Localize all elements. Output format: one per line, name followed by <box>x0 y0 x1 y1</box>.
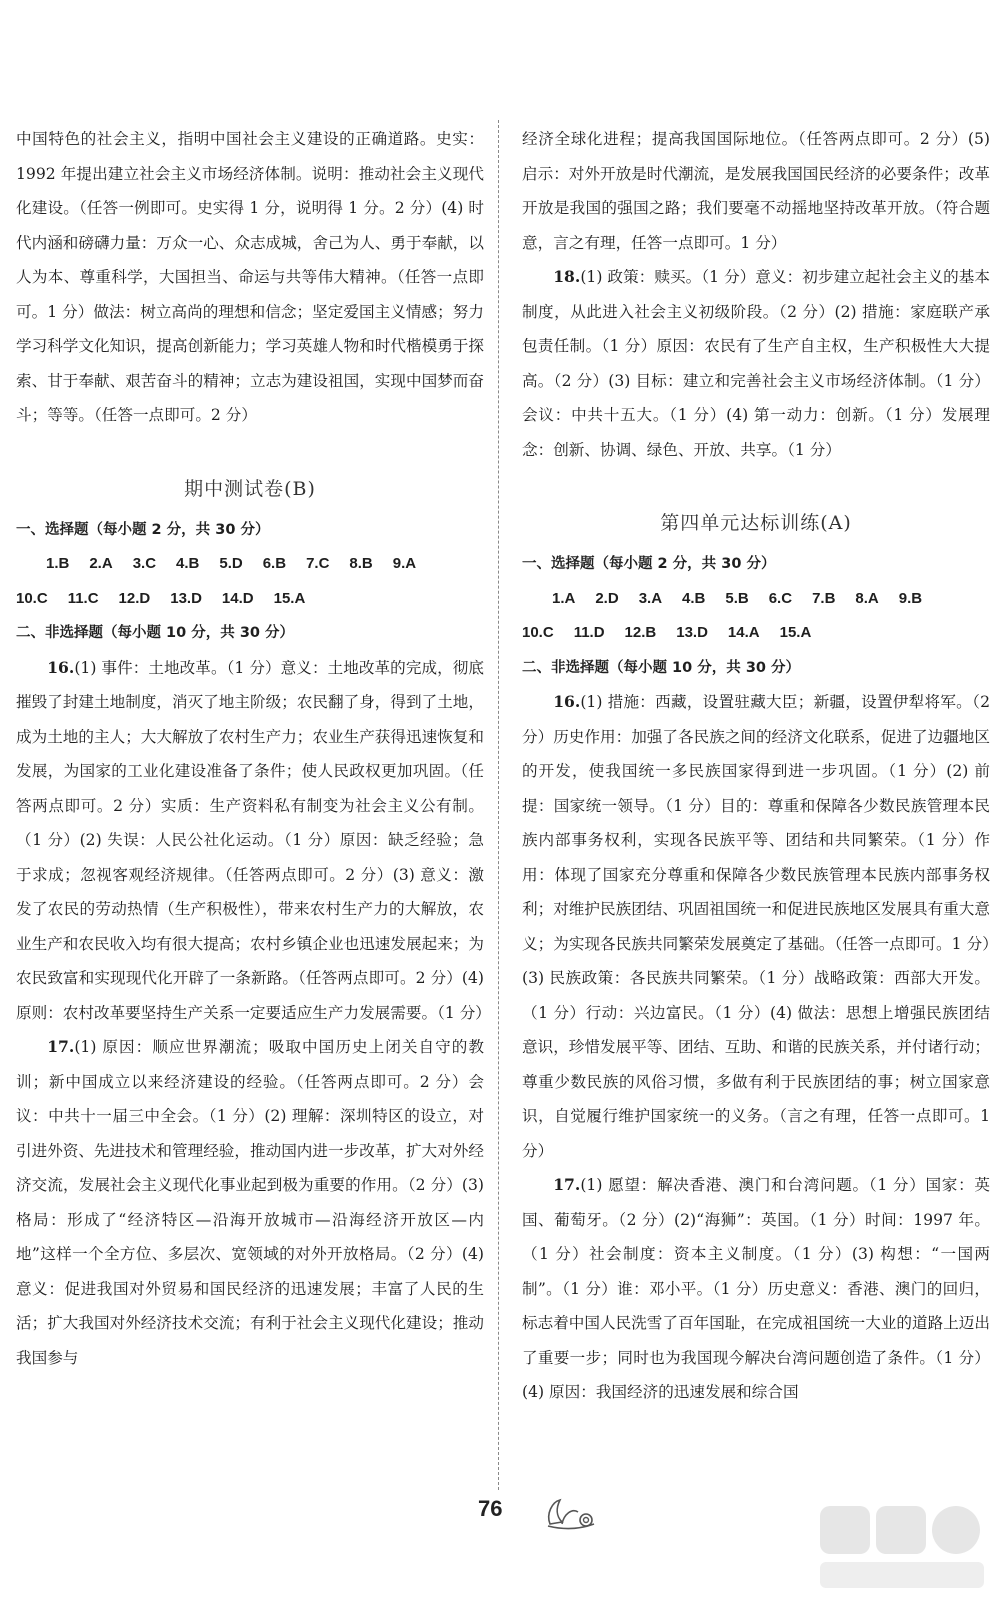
mc-answer: 11.D <box>573 624 605 641</box>
floral-ornament-icon <box>542 1494 602 1534</box>
page-number: 76 <box>478 1496 503 1521</box>
question-16-answer <box>522 685 990 1168</box>
left-column <box>16 122 491 1375</box>
section-title-unit4-a: 第四单元达标训练(A) <box>660 512 852 534</box>
mc-answer: 10.C <box>16 589 48 607</box>
section-title-midterm-b: 期中测试卷(B) <box>184 477 316 500</box>
question-17-answer <box>16 1030 484 1375</box>
question-number: 18. <box>553 267 581 286</box>
left-continuation-paragraph: 中国特色的社会主义，指明中国社会主义建设的正确道路。史实：1992 年提出建立社会主义市场经济体制。说明：推动社会主义现代化建设。（任答一例即可。史实得 1 分，说明得 1 分。2 分）(4) 时代内涵和磅礴力量：万众一心、众志成城，舍己为人、勇于奉献，以人为本、尊重科学，大国担当、命运与共等伟大精神。（任答一点即可。1 分）做法：树立高尚的理想和信念；坚定爱国主义情感；努力学习科学文化知识，提高创新能力；学习英雄人物和时代楷模勇于探索、甘于奉献、艰苦奋斗的精神；立志为建设祖国，实现中国梦而奋斗；等等。（任答一点即可。2 分） <box>16 130 484 424</box>
mc-answer: 4.B <box>682 589 706 607</box>
mc-answer: 1.A <box>552 589 576 607</box>
mc-answer: 13.D <box>170 589 202 607</box>
right-continuation-paragraph: 经济全球化进程；提高我国国际地位。（任答两点即可。2 分）(5) 启示：对外开放是时代潮流，是发展我国国民经济的必要条件；改革开放是我国的强国之路；我们要毫不动摇地坚持改革开放。（符合题意，言之有理，任答一点即可。1 分） <box>522 130 990 252</box>
mc-answer: 2.A <box>89 555 113 572</box>
non-mc-heading: 二、非选择题（每小题 10 分，共 30 分） <box>522 659 801 676</box>
mc-answer: 7.B <box>812 589 836 607</box>
mc-answer: 3.C <box>132 555 157 572</box>
mc-answer: 9.B <box>898 589 923 607</box>
mc-answer: 13.D <box>676 624 708 641</box>
mc-answers <box>16 547 484 616</box>
mc-heading: 一、选择题（每小题 2 分，共 30 分） <box>16 521 270 538</box>
mc-answer: 5.B <box>725 589 749 607</box>
mc-answer: 15.A <box>779 624 812 641</box>
mc-answer: 3.A <box>638 589 663 607</box>
mc-answer: 9.A <box>392 555 417 572</box>
mc-answer: 10.C <box>522 624 554 641</box>
question-16-answer <box>16 651 491 1031</box>
question-number: 16. <box>553 692 581 711</box>
mc-answer: 12.B <box>624 624 657 641</box>
mc-answer: 7.C <box>306 555 330 572</box>
mc-answer: 1.B <box>46 555 70 572</box>
mc-answer: 15.A <box>273 589 306 607</box>
column-divider <box>498 120 499 1490</box>
question-number: 16. <box>47 657 75 677</box>
mc-heading: 一、选择题（每小题 2 分，共 30 分） <box>522 556 776 572</box>
mc-answer: 5.D <box>219 555 243 572</box>
question-text: (1) 事件：土地改革。（1 分）意义：土地改革的完成，彻底摧毁了封建土地制度，消灭了地主阶级；农民翻了身，得到了土地，成为土地的主人；大大解放了农村生产力；农业生产获得迅速恢复和发展，为国家的工业化建设准备了条件；使人民政权更加巩固。（任答两点即可。2 分）实质：生产资料私有制变为社会主义公有制。（1 分）(2) 失误：人民公社化运动。（1 分）原因：缺乏经验；急于求成；忽视客观经济规律。（任答两点即可。2 分）(3) 意义：激发了农民的劳动热情（生产积极性），带来农村生产力的大解放，农业生产和农民收入均有很大提高；农村乡镇企业也迅速发展起来；为农民致富和实现现代化开辟了一条新路。（任答两点即可。2 分）(4) 原则：农村改革要坚持生产关系一定要适应生产力发展需要。（1 分） <box>16 658 491 1022</box>
mc-answer: 14.D <box>221 589 254 607</box>
question-text: (1) 愿望：解决香港、澳门和台湾问题。（1 分）国家：英国、葡萄牙。（2 分）(2)“海狮”：英国。（1 分）时间：1997 年。（1 分）社会制度：资本主义制度。（1 分）(3) 构想：“一国两制”。（1 分）谁：邓小平。（1 分）历史意义：香港、澳门的回归，标志着中国人民洗雪了百年国耻，在完成祖国统一大业的道路上迈出了重要一步；同时也为我国现今解决台湾问题创造了条件。（1 分）(4) 原因：我国经济的迅速发展和综合国 <box>522 1176 990 1401</box>
question-number: 17. <box>553 1175 581 1194</box>
question-18-answer <box>522 260 990 467</box>
mc-answer: 6.C <box>768 589 793 607</box>
mc-answer: 8.A <box>855 589 879 607</box>
mc-answers <box>522 582 990 651</box>
question-text: (1) 措施：西藏，设置驻藏大臣；新疆，设置伊犁将军。（2 分）历史作用：加强了各民族之间的经济文化联系，促进了边疆地区的开发，使我国统一多民族国家得到进一步巩固。（1 分）(2) 前提：国家统一领导。（1 分）目的：尊重和保障各少数民族管理本民族内部事务权利，实现各民族平等、团结和共同繁荣。（1 分）作用：体现了国家充分尊重和保障各少数民族管理本民族内部事务权利；对维护民族团结、巩固祖国统一和促进民族地区发展具有重大意义；为实现各民族共同繁荣发展奠定了基础。（任答一点即可。1 分）(3) 民族政策：各民族共同繁荣。（1 分）战略政策：西部大开发。（1 分）行动：兴边富民。（1 分）(4) 做法：思想上增强民族团结意识，珍惜发展平等、团结、互助、和谐的民族关系，并付诸行动；尊重少数民族的风俗习惯，多做有利于民族团结的事；树立国家意识，自觉履行维护国家统一的义务。（言之有理，任答一点即可。1 分） <box>522 693 990 1160</box>
mc-answer: 4.B <box>176 555 200 572</box>
mc-answer: 2.D <box>595 589 619 607</box>
question-text: (1) 原因：顺应世界潮流；吸取中国历史上闭关自守的教训；新中国成立以来经济建设的经验。（任答两点即可。2 分）会议：中共十一届三中全会。（1 分）(2) 理解：深圳特区的设立，对引进外资、先进技术和管理经验，推动国内进一步改革，扩大对外经济交流，发展社会主义现代化事业起到极为重要的作用。（2 分）(3) 格局：形成了“经济特区—沿海开放城市—沿海经济开放区—内地”这样一个全方位、多层次、宽领域的对外开放格局。（2 分）(4) 意义：促进我国对外贸易和国民经济的迅速发展；丰富了人民的生活；扩大我国对外经济技术交流；有利于社会主义现代化建设；推动我国参与 <box>16 1038 484 1367</box>
right-column <box>522 122 990 1410</box>
question-text: (1) 政策：赎买。（1 分）意义：初步建立起社会主义的基本制度，从此进入社会主义初级阶段。（2 分）(2) 措施：家庭联产承包责任制。（1 分）原因：农民有了生产自主权，生产积极性大大提高。（2 分）(3) 目标：建立和完善社会主义市场经济体制。（1 分）会议：中共十五大。（1 分）(4) 第一动力：创新。（1 分）发展理念：创新、协调、绿色、开放、共享。（1 分） <box>522 268 990 459</box>
mc-answer: 8.B <box>349 555 373 572</box>
mc-answer: 14.A <box>727 624 760 641</box>
question-number: 17. <box>47 1037 75 1056</box>
mc-answer: 12.D <box>118 589 151 607</box>
non-mc-heading: 二、非选择题（每小题 10 分，共 30 分） <box>16 625 295 641</box>
mc-answer: 6.B <box>262 555 287 572</box>
mc-answer: 11.C <box>67 589 99 607</box>
question-17-answer <box>522 1168 990 1410</box>
watermark-logo-icon <box>816 1500 988 1596</box>
